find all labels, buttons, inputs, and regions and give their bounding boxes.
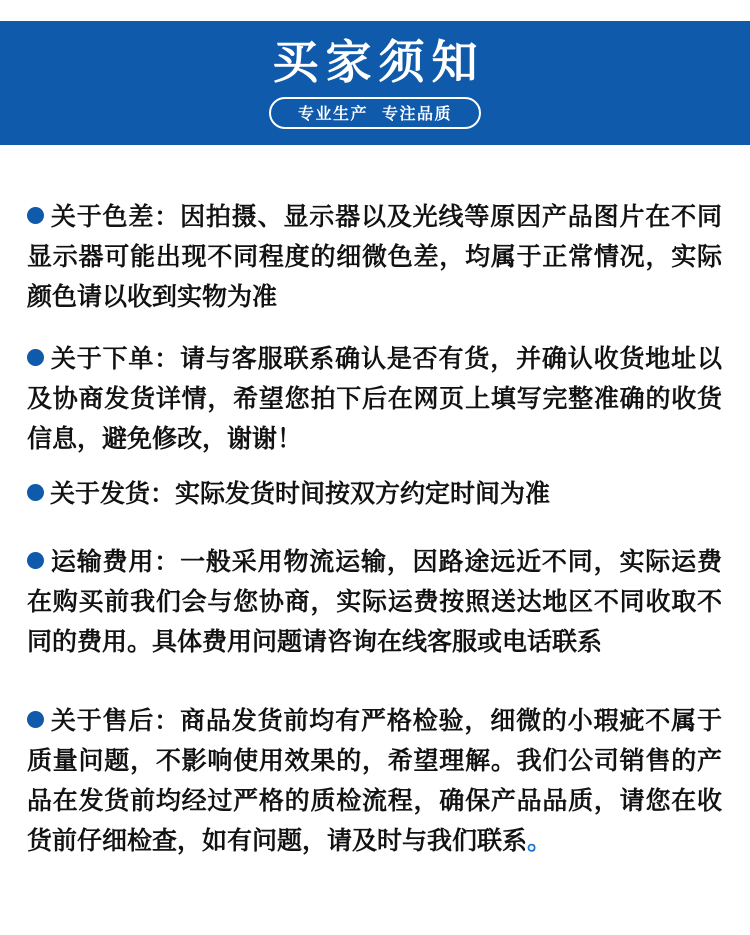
notice-body: 一般采用物流运输，因路途远近不同，实际运费在购买前我们会与您协商，实际运费按照送达地区不同收取不同的费用。具体费用问题请咨询在线客服或电话联系: [27, 548, 722, 656]
notice-paragraph: [27, 542, 722, 662]
notice-label: 关于发货：: [50, 480, 176, 508]
notice-body: 实际发货时间按双方约定时间为准: [175, 480, 551, 508]
notice-label: 关于下单：: [50, 345, 181, 373]
notice-body: 商品发货前均有严格检验，细微的小瑕疵不属于质量问题，不影响使用效果的，希望理解。我们公司销售的产品在发货前均经过严格的质检流程，确保产品品质，请您在收货前仔细检查，如有问题，请及时与我们联系: [27, 707, 722, 855]
bullet-dot-icon: [27, 484, 44, 501]
notice-paragraph: [27, 701, 722, 861]
notice-body: 因拍摄、显示器以及光线等原因产品图片在不同显示器可能出现不同程度的细微色差，均属于正常情况，实际颜色请以收到实物为准: [27, 203, 722, 311]
notice-paragraph: [27, 197, 722, 317]
bullet-dot-icon: [27, 349, 44, 366]
notice-suffix: 。: [527, 827, 553, 855]
page-title: 买家须知: [272, 36, 485, 89]
header-banner: [0, 21, 750, 145]
notice-paragraph: [27, 339, 722, 459]
bullet-dot-icon: [27, 552, 44, 569]
bullet-dot-icon: [27, 207, 44, 224]
tagline-pill: [269, 97, 481, 129]
notice-list: [0, 197, 750, 861]
tagline-text: 专业生产 专注品质: [298, 105, 452, 123]
bullet-dot-icon: [27, 711, 44, 728]
notice-label: 关于售后：: [50, 707, 181, 735]
notice-paragraph: [27, 474, 722, 514]
top-spacer: [0, 0, 750, 21]
notice-body: 请与客服联系确认是否有货，并确认收货地址以及协商发货详情，希望您拍下后在网页上填写完整准确的收货信息，避免修改，谢谢！: [27, 345, 722, 453]
notice-label: 运输费用：: [50, 548, 181, 576]
notice-label: 关于色差：: [50, 203, 181, 231]
